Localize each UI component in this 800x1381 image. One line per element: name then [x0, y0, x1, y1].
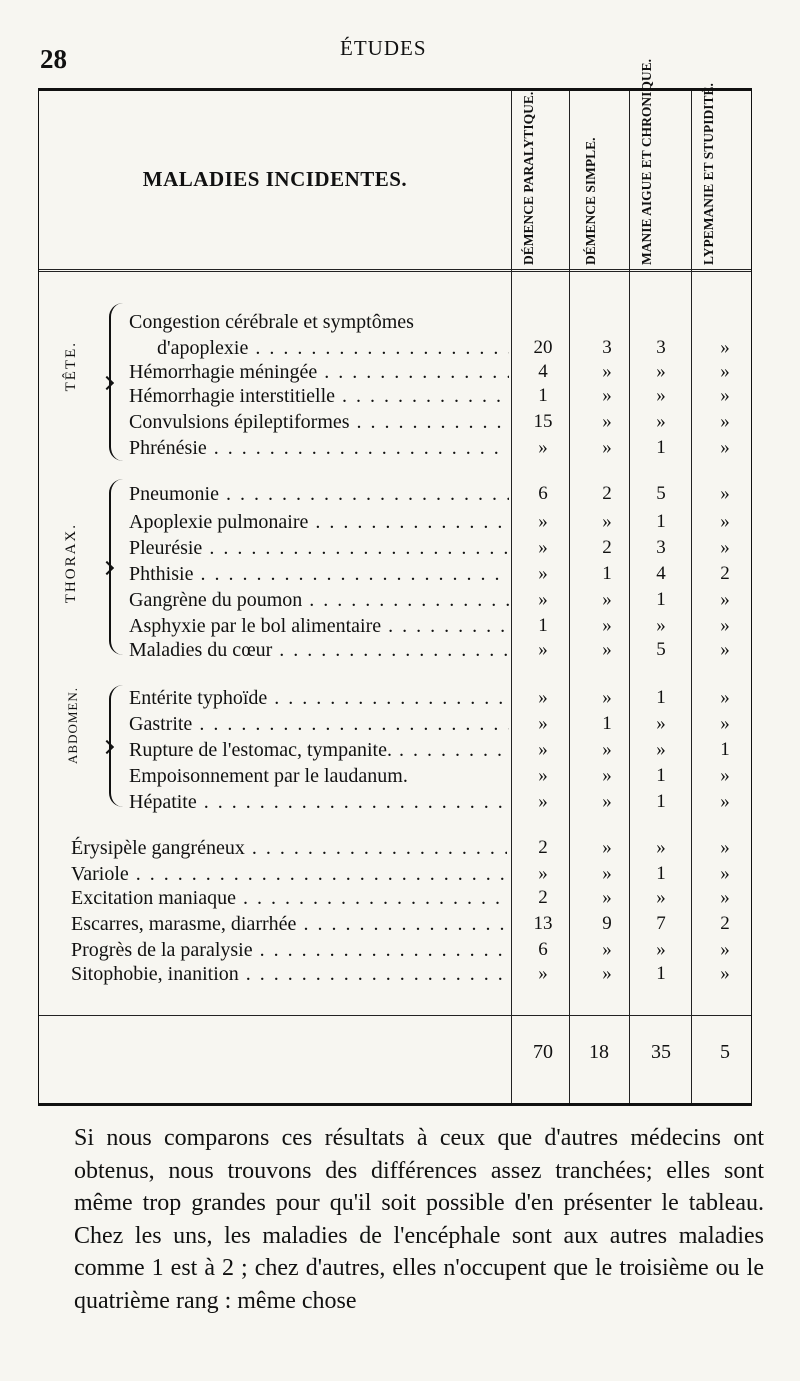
- cell-value: 1: [538, 615, 548, 636]
- cell-value: »: [602, 765, 612, 786]
- row-label: Hépatite . . .: [129, 789, 509, 815]
- table-row: [39, 435, 751, 461]
- cell-value: 2: [602, 483, 612, 504]
- cell-value: »: [720, 615, 730, 636]
- page-header: [0, 36, 800, 76]
- cell-value: »: [720, 537, 730, 558]
- row-label: Hémorrhagie méningée . . .: [129, 359, 509, 385]
- cell-value: »: [538, 639, 548, 660]
- table-row: [39, 737, 751, 763]
- row-label: Hémorrhagie interstitielle . . .: [129, 383, 509, 409]
- group-label-abdomen: ABDOMEN.: [65, 687, 80, 764]
- cell-value: »: [538, 963, 548, 984]
- cell-value: »: [720, 863, 730, 884]
- cell-value: 3: [602, 337, 612, 358]
- row-label: Gangrène du poumon . . .: [129, 587, 509, 613]
- cell-value: »: [720, 589, 730, 610]
- table-row: [39, 561, 751, 587]
- cell-value: »: [720, 791, 730, 812]
- cell-value: 2: [720, 913, 730, 934]
- row-label: Asphyxie par le bol alimentaire . . .: [129, 613, 509, 639]
- totals-rule: [39, 1015, 751, 1016]
- group-label-head: TÊTE.: [63, 341, 79, 392]
- page-number: 28: [40, 44, 67, 74]
- row-label: d'apoplexie . . .: [157, 335, 509, 361]
- row-label: Entérite typhoïde . . .: [129, 685, 509, 711]
- cell-value: »: [720, 437, 730, 458]
- cell-value: »: [656, 385, 666, 406]
- cell-value: »: [602, 939, 612, 960]
- cell-value: 7: [656, 913, 666, 934]
- cell-value: »: [720, 639, 730, 660]
- cell-value: 1: [656, 765, 666, 786]
- cell-value: »: [720, 837, 730, 858]
- table-row: [39, 961, 751, 987]
- column-header-dementia-paralytic: DÉMENCE PARALYTIQUE.: [521, 91, 536, 265]
- cell-value: 1: [656, 791, 666, 812]
- table-row: [39, 911, 751, 937]
- cell-value: »: [602, 511, 612, 532]
- cell-value: 1: [538, 385, 548, 406]
- cell-value: 4: [656, 563, 666, 584]
- cell-value: 1: [656, 511, 666, 532]
- row-label: Progrès de la paralysie . . .: [71, 937, 507, 963]
- row-label: Pneumonie . . .: [129, 481, 509, 507]
- cell-value: »: [720, 385, 730, 406]
- row-label: Maladies du cœur . . .: [129, 637, 509, 663]
- cell-value: 3: [656, 337, 666, 358]
- row-label: Pleurésie . . .: [129, 535, 509, 561]
- cell-value: »: [720, 361, 730, 382]
- cell-value: 6: [538, 939, 548, 960]
- cell-value: »: [720, 765, 730, 786]
- row-label: Excitation maniaque . . .: [71, 885, 507, 911]
- row-label: Congestion cérébrale et symptômes: [129, 311, 414, 333]
- row-label: Sitophobie, inanition . . .: [71, 961, 507, 987]
- cell-value: 9: [602, 913, 612, 934]
- totals-row: [39, 1041, 751, 1071]
- table-row: [39, 509, 751, 535]
- cell-value: »: [538, 563, 548, 584]
- table-row: [39, 409, 751, 435]
- cell-value: 1: [656, 589, 666, 610]
- table-row: [39, 309, 751, 335]
- cell-value: »: [602, 589, 612, 610]
- table-row: [39, 789, 751, 815]
- cell-value: »: [720, 939, 730, 960]
- cell-value: 1: [656, 963, 666, 984]
- row-label: Rupture de l'estomac, tympanite. . . .: [129, 737, 509, 763]
- cell-value: 1: [602, 563, 612, 584]
- cell-value: »: [602, 837, 612, 858]
- cell-value: »: [656, 615, 666, 636]
- cell-value: 6: [538, 483, 548, 504]
- table-row: [39, 383, 751, 409]
- cell-value: 1: [656, 437, 666, 458]
- cell-value: 15: [533, 411, 553, 432]
- cell-value: »: [656, 361, 666, 382]
- row-label: Phthisie . . .: [129, 561, 509, 587]
- cell-value: »: [538, 791, 548, 812]
- row-label: Apoplexie pulmonaire . . .: [129, 509, 509, 535]
- cell-value: 1: [720, 739, 730, 760]
- body-paragraph: [74, 1122, 764, 1317]
- cell-value: »: [720, 963, 730, 984]
- column-header-dementia-simple: DÉMENCE SIMPLE.: [583, 137, 598, 265]
- table-row: [39, 885, 751, 911]
- cell-value: 2: [720, 563, 730, 584]
- row-label: Escarres, marasme, diarrhée . . .: [71, 911, 507, 937]
- cell-value: 3: [656, 537, 666, 558]
- cell-value: »: [602, 887, 612, 908]
- cell-value: »: [538, 437, 548, 458]
- cell-value: »: [656, 713, 666, 734]
- cell-value: »: [602, 791, 612, 812]
- cell-value: 2: [538, 887, 548, 908]
- table-row: [39, 587, 751, 613]
- row-label: Empoisonnement par le laudanum.: [129, 765, 408, 787]
- column-header-mania: MANIE AIGUE ET CHRONIQUE.: [639, 58, 654, 265]
- total-dementia-simple: 18: [589, 1041, 609, 1063]
- cell-value: »: [602, 615, 612, 636]
- cell-value: »: [720, 483, 730, 504]
- cell-value: 5: [656, 639, 666, 660]
- cell-value: »: [720, 887, 730, 908]
- cell-value: »: [602, 687, 612, 708]
- cell-value: »: [538, 863, 548, 884]
- table-row: [39, 711, 751, 737]
- table-row: [39, 335, 751, 361]
- row-label: Érysipèle gangréneux . . .: [71, 835, 507, 861]
- cell-value: 2: [538, 837, 548, 858]
- total-mania: 35: [651, 1041, 671, 1063]
- cell-value: »: [538, 765, 548, 786]
- cell-value: »: [720, 687, 730, 708]
- row-label: Convulsions épileptiformes . . .: [129, 409, 509, 435]
- cell-value: 20: [533, 337, 553, 358]
- total-lypemania: 5: [720, 1041, 730, 1063]
- cell-value: 2: [602, 537, 612, 558]
- cell-value: »: [720, 337, 730, 358]
- cell-value: 1: [656, 863, 666, 884]
- cell-value: »: [602, 863, 612, 884]
- cell-value: 13: [533, 913, 553, 934]
- cell-value: »: [538, 511, 548, 532]
- table-row: [39, 685, 751, 711]
- cell-value: 1: [656, 687, 666, 708]
- cell-value: »: [538, 537, 548, 558]
- cell-value: »: [656, 887, 666, 908]
- cell-value: »: [538, 589, 548, 610]
- cell-value: »: [656, 837, 666, 858]
- total-dementia-paralytic: 70: [533, 1041, 553, 1063]
- column-header-lypemania: LYPEMANIE ET STUPIDITÉ.: [701, 83, 716, 265]
- cell-value: »: [656, 739, 666, 760]
- row-label: Phrénésie . . .: [129, 435, 509, 461]
- table-row: [39, 481, 751, 507]
- cell-value: »: [656, 939, 666, 960]
- table-row: [39, 763, 751, 789]
- table-title: MALADIES INCIDENTES.: [142, 167, 408, 191]
- row-label: Gastrite . . .: [129, 711, 509, 737]
- cell-value: 5: [656, 483, 666, 504]
- table-row: [39, 613, 751, 639]
- running-head: ÉTUDES: [340, 36, 427, 60]
- header-rule: [39, 269, 751, 272]
- cell-value: »: [538, 739, 548, 760]
- table-row: [39, 861, 751, 887]
- cell-value: »: [656, 411, 666, 432]
- cell-value: »: [602, 385, 612, 406]
- cell-value: »: [602, 739, 612, 760]
- paragraph-text: Si nous comparons ces résultats à ceux que d'autres médecins ont obtenus, nous trouvons des différences assez tranchées; elles sont même trop grandes pour qu'il soit possible d'en présenter le tableau. Chez les uns, les maladies de l'encéphale sont aux autres maladies comme 1 est à 2 ; chez d'autres, elles n'occupent que le troisième ou le quatrième rang : même chose: [74, 1125, 764, 1314]
- table-row: [39, 637, 751, 663]
- cell-value: »: [602, 361, 612, 382]
- cell-value: »: [538, 713, 548, 734]
- table-row: [39, 535, 751, 561]
- cell-value: 4: [538, 361, 548, 382]
- cell-value: »: [720, 511, 730, 532]
- table-row: [39, 359, 751, 385]
- cell-value: 1: [602, 713, 612, 734]
- cell-value: »: [602, 411, 612, 432]
- table-row: [39, 937, 751, 963]
- table-row: [39, 835, 751, 861]
- row-label: Variole . . .: [71, 861, 507, 887]
- group-label-thorax: THORAX.: [63, 523, 79, 604]
- cell-value: »: [720, 411, 730, 432]
- cell-value: »: [602, 639, 612, 660]
- cell-value: »: [602, 963, 612, 984]
- cell-value: »: [720, 713, 730, 734]
- cell-value: »: [602, 437, 612, 458]
- cell-value: »: [538, 687, 548, 708]
